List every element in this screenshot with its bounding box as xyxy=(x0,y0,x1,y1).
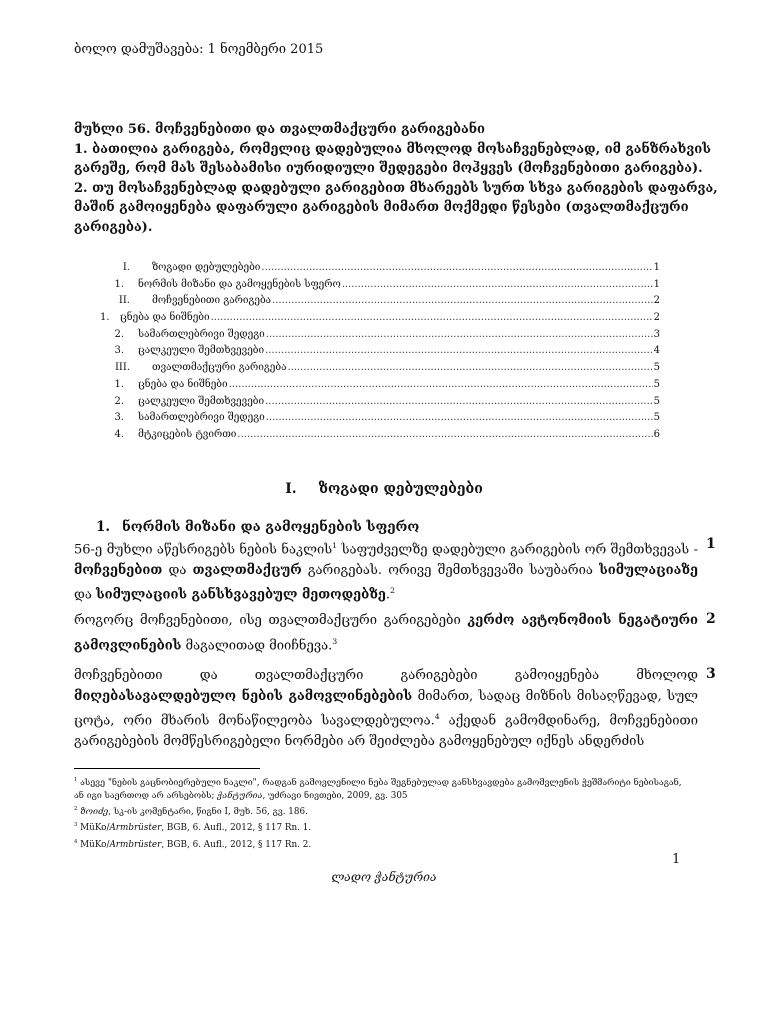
toc-leader-dots xyxy=(211,312,653,323)
toc-leader-dots xyxy=(342,279,653,290)
toc-entry[interactable] xyxy=(100,396,660,413)
toc-number: 3. xyxy=(114,412,124,424)
toc-leader-dots xyxy=(229,379,653,390)
text-run: და xyxy=(74,587,96,603)
text-run: როგორც მოჩვენებითი, ისე თვალთმაქცური გარიგებები xyxy=(74,613,468,628)
section-number: I. xyxy=(285,481,297,497)
footnote-text: MüKo/ xyxy=(80,839,110,850)
footnote-text: , უძრავი ნივთები, 2009, გვ. 305 xyxy=(262,791,408,802)
article-point-1: 1. ბათილია გარიგება, რომელიც დადებულია მხოლოდ მოსაჩვენებლად, იმ განზრახვის გარეშე, რომ მას შესაბამისი იურიდიული შედეგები მოჰყვეს (მოჩვენებითი გარიგება). xyxy=(74,141,711,176)
subsection-title: ნორმის მიზანი და გამოყენების სფერო xyxy=(122,519,420,535)
footnote-ref[interactable]: 3 xyxy=(332,636,338,646)
footnote xyxy=(74,774,694,803)
toc-leader-dots xyxy=(266,412,653,423)
toc-number: II. xyxy=(118,295,130,307)
text-run: მიმართ, სადაც მიზნის მისაღწევად, სულ ცოტა, ორი მხარის მონაწილეობა სავალდებულოა. xyxy=(74,688,699,729)
toc-title: ნორმის მიზანი და გამოყენების სფერო xyxy=(138,278,341,290)
bold-term: სიმულაციაზე xyxy=(599,562,698,578)
section-title: ზოგადი დებულებები xyxy=(318,481,483,497)
paragraph-3 xyxy=(74,666,698,752)
toc-entry[interactable] xyxy=(100,345,660,362)
toc-title: თვალთმაქცური გარიგება xyxy=(152,362,287,374)
toc-entry[interactable] xyxy=(100,379,660,396)
text-run: 56-ე მუხლი აწესრიგებს ნების ნაკლის xyxy=(74,542,333,558)
toc-number: III. xyxy=(114,362,130,374)
text-run: საფუძველზე დადებული გარიგების ორ შემთხვევას - xyxy=(337,542,698,558)
footnote-text: MüKo/ xyxy=(80,823,110,834)
toc-page-number: 5 xyxy=(653,395,660,407)
toc-page-number: 2 xyxy=(653,295,660,307)
footnote-number: 1 xyxy=(74,777,78,783)
text-run: მოჩვენებითი და თვალთმაქცური გარიგებები გამოიყენება მხოლოდ xyxy=(74,668,698,683)
footnote-author: Armbrüster xyxy=(109,839,162,850)
toc-number: 4. xyxy=(114,428,124,440)
text-run: გარიგებას. ორივე შემთხვევაში საუბარია xyxy=(301,562,600,578)
page-number: 1 xyxy=(672,852,681,867)
toc-number: 2. xyxy=(114,395,124,407)
bold-term: თვალთმაქცურ xyxy=(192,562,302,578)
table-of-contents xyxy=(100,262,660,446)
toc-title: სამართლებრივი შედეგი xyxy=(138,328,265,340)
margin-number: 2 xyxy=(706,611,716,627)
paragraph-1 xyxy=(74,536,698,606)
paragraph-2 xyxy=(74,611,698,656)
toc-number: 1. xyxy=(114,278,124,290)
text-run: მაგალითად მიიჩნევა. xyxy=(181,637,333,653)
bold-term: მიღებასავალდებულო ნების გამოვლინებების xyxy=(74,688,413,704)
toc-title: მოჩვენებითი გარიგება xyxy=(152,295,272,307)
footnote-number: 4 xyxy=(74,838,78,845)
toc-leader-dots xyxy=(237,429,652,440)
toc-entry[interactable] xyxy=(100,362,660,379)
footnote-text: ასევე "ნების გაცნობიერებული ნაკლი", რადგან გამოვლენილი ნება შეგნებულად განსხვავდება გამომვლენის ჭეშმარიტი ნებისაგან, ან იგი საერთოდ არ არსებობს; xyxy=(74,777,682,802)
toc-title: მტკიცების ტვირთი xyxy=(138,428,237,440)
footnote-text: , BGB, 6. Aufl., 2012, § 117 Rn. 2. xyxy=(161,839,312,850)
toc-entry[interactable] xyxy=(100,279,660,296)
toc-page-number: 3 xyxy=(653,328,660,340)
footer-author: ლადო ჭანტურია xyxy=(331,870,437,884)
toc-number: 3. xyxy=(114,345,124,357)
toc-entry[interactable] xyxy=(100,262,660,279)
footnote-text: , BGB, 6. Aufl., 2012, § 117 Rn. 1. xyxy=(161,823,312,834)
footnote-author: Armbrüster xyxy=(109,823,162,834)
toc-title: ზოგადი დებულებები xyxy=(152,262,261,273)
margin-number: 1 xyxy=(706,536,716,552)
bold-term: სიმულაციის განსხვავებულ მეთოდებზე xyxy=(96,587,386,603)
toc-number: 2. xyxy=(114,328,124,340)
article-text xyxy=(74,120,734,237)
footnote-number: 2 xyxy=(74,806,78,813)
toc-leader-dots xyxy=(261,262,652,273)
toc-leader-dots xyxy=(265,345,653,356)
toc-page-number: 5 xyxy=(653,362,660,374)
text-run: და xyxy=(162,562,193,578)
toc-page-number: 4 xyxy=(653,345,660,357)
footnote-ref[interactable]: 4 xyxy=(434,712,440,721)
toc-leader-dots xyxy=(265,396,653,407)
toc-title: ცალკეული შემთხვევები xyxy=(138,345,265,357)
toc-entry[interactable] xyxy=(100,295,660,312)
toc-entry[interactable] xyxy=(100,429,660,446)
toc-entry[interactable] xyxy=(100,312,660,329)
toc-title: ცალკეული შემთხვევები xyxy=(138,395,265,407)
footnote xyxy=(74,819,694,835)
footnote xyxy=(74,836,694,852)
toc-entry[interactable] xyxy=(100,329,660,346)
bold-term: მოჩვენებით xyxy=(74,562,163,578)
text-run: . xyxy=(385,587,391,603)
subsection-heading xyxy=(96,519,419,535)
footnote-author: ჭანტურია xyxy=(217,791,263,802)
toc-page-number: 2 xyxy=(653,312,660,324)
toc-leader-dots xyxy=(266,329,653,340)
toc-number: I. xyxy=(122,262,130,273)
toc-number: 1. xyxy=(114,378,124,390)
toc-leader-dots xyxy=(272,295,653,306)
footnote-text: , სკ-ის კომენტარი, წიგნი I, მუხ. 56, გვ. 186. xyxy=(108,807,308,818)
footnote-author: ზოიძე xyxy=(80,807,109,818)
toc-leader-dots xyxy=(287,362,652,373)
footnote xyxy=(74,803,694,819)
footnotes xyxy=(74,774,694,852)
toc-title: სამართლებრივი შედეგი xyxy=(138,412,265,424)
text-run: აქედან გამომდინარე, მოჩვენებითი გარიგებების მომწესრიგებელი ნორმები არ შეიძლება გამოყენებულ იქნეს ანდერძის xyxy=(74,713,698,749)
toc-page-number: 5 xyxy=(653,378,660,390)
article-title: მუხლი 56. მოჩვენებითი და თვალთმაქცური გარიგებანი xyxy=(74,122,486,137)
last-modified-date: ბოლო დამუშავება: 1 ნოემბერი 2015 xyxy=(74,42,324,57)
toc-page-number: 1 xyxy=(653,278,660,290)
toc-page-number: 1 xyxy=(653,262,660,273)
footnote-ref[interactable]: 2 xyxy=(390,586,395,596)
toc-page-number: 5 xyxy=(653,412,660,424)
footnote-ref[interactable]: 1 xyxy=(332,541,338,550)
toc-number: 1. xyxy=(100,312,110,324)
article-point-2: 2. თუ მოსაჩვენებლად დადებული გარიგებით მხარეებს სურთ სხვა გარიგების დაფარვა, მაშინ გამოიყენება დაფარული გარიგების მიმართ მოქმედი წესები (თვალთმაქცური გარიგება). xyxy=(74,180,718,235)
margin-number: 3 xyxy=(706,666,716,682)
footnote-separator xyxy=(74,768,260,769)
section-heading xyxy=(0,481,768,497)
footnote-number: 3 xyxy=(74,822,78,829)
toc-title: ცნება და ნიშნები xyxy=(138,378,228,390)
toc-title: ცნება და ნიშნები xyxy=(120,312,210,324)
bold-term: კერძო ავტონომიის ნეგატიური გამოვლინების xyxy=(74,613,698,653)
subsection-number: 1. xyxy=(96,519,111,535)
toc-entry[interactable] xyxy=(100,412,660,429)
toc-page-number: 6 xyxy=(653,428,660,440)
